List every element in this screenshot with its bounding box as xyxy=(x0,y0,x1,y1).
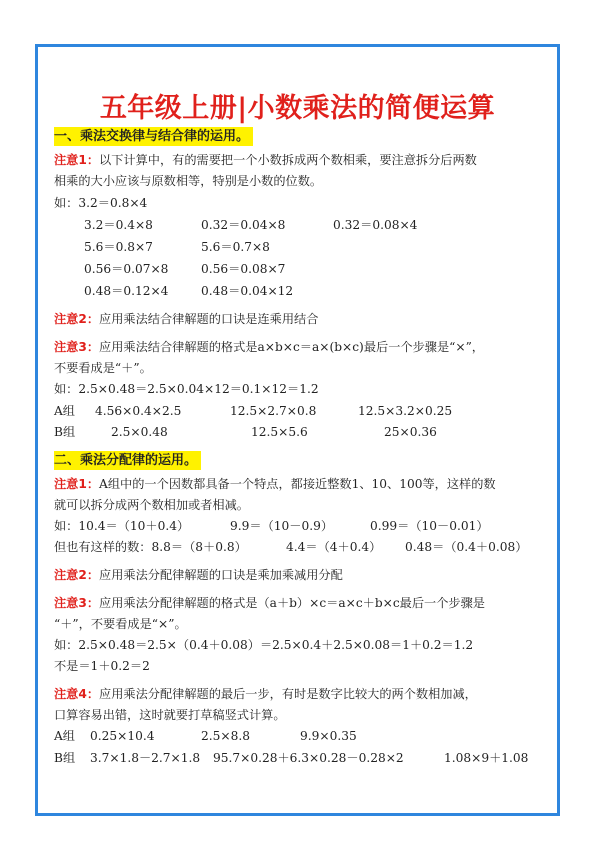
s2-ex2-2: 0.48＝（0.4＋0.08） xyxy=(405,540,528,554)
s1-example-4-1: 0.48＝0.04×12 xyxy=(201,284,294,298)
s1-example-4-0: 0.48＝0.12×4 xyxy=(84,284,169,298)
s1-note1-line2: 相乘的大小应该与原数相等，特别是小数的位数。 xyxy=(54,174,323,188)
s1-example-1-0: 3.2＝0.4×8 xyxy=(84,218,153,232)
s2-groupA-1: 0.25×10.4 xyxy=(90,729,155,743)
s2-groupA-2: 2.5×8.8 xyxy=(201,729,250,743)
s1-example-2-1: 5.6＝0.7×8 xyxy=(201,240,270,254)
s1-groupB-3: 25×0.36 xyxy=(384,425,437,439)
s1-note2-text: 应用乘法结合律解题的口诀是连乘用结合 xyxy=(99,312,319,326)
s2-note1-label: 注意1： xyxy=(54,477,100,491)
page-title: 五年级上册|小数乘法的简便运算 xyxy=(99,93,496,124)
s2-note4-text1: 应用乘法分配律解题的最后一步，有时是数字比较大的两个数相加减， xyxy=(99,687,477,701)
s1-note2-label: 注意2： xyxy=(54,312,100,326)
s2-note4-line2: 口算容易出错，这时就要打草稿竖式计算。 xyxy=(54,708,286,722)
s1-example-1-2: 0.32＝0.08×4 xyxy=(333,218,418,232)
s2-note2 xyxy=(54,567,343,583)
s1-example-3-0: 0.56＝0.07×8 xyxy=(84,262,169,276)
s2-note1-line2: 就可以拆分成两个数相加或者相减。 xyxy=(54,498,249,512)
s2-note4-line1 xyxy=(54,686,477,702)
s1-note1-line1 xyxy=(54,152,477,168)
s2-note1-line1 xyxy=(54,476,496,492)
s1-example-line: 如：2.5×0.48＝2.5×0.04×12＝0.1×12＝1.2 xyxy=(54,382,319,396)
s1-groupA-label: A组 xyxy=(54,404,75,418)
s1-groupB-1: 2.5×0.48 xyxy=(111,425,168,439)
s2-ex2-0: 但也有这样的数：8.8＝（8＋0.8） xyxy=(54,540,247,554)
s2-ex2-1: 4.4＝（4＋0.4） xyxy=(286,540,382,554)
s2-ex3-line1: 如：2.5×0.48＝2.5×（0.4＋0.08）＝2.5×0.4＋2.5×0.08＝1＋0.2＝1.2 xyxy=(54,638,474,652)
s2-note3-line1 xyxy=(54,595,485,611)
s1-note3-label: 注意3： xyxy=(54,340,100,354)
s2-groupA-3: 9.9×0.35 xyxy=(300,729,357,743)
s2-note4-label: 注意4： xyxy=(54,687,100,701)
s2-note3-text1: 应用乘法分配律解题的格式是（a＋b）×c＝a×c＋b×c最后一个步骤是 xyxy=(99,596,485,610)
s1-example-3-1: 0.56＝0.08×7 xyxy=(201,262,286,276)
section2-heading: 二、乘法分配律的运用。 xyxy=(54,451,201,470)
s2-note3-line2: “＋”，不要看成是“×”。 xyxy=(54,617,187,631)
s2-note1-text1: A组中的一个因数都具备一个特点，都接近整数1、10、100等，这样的数 xyxy=(99,477,496,491)
s1-example-2-0: 5.6＝0.8×7 xyxy=(84,240,153,254)
s1-note3-line1 xyxy=(54,339,484,355)
section1-heading: 一、乘法交换律与结合律的运用。 xyxy=(54,127,253,146)
s2-note2-label: 注意2： xyxy=(54,568,100,582)
s2-note3-label: 注意3： xyxy=(54,596,100,610)
s1-example-1-1: 0.32＝0.04×8 xyxy=(201,218,286,232)
s2-groupB-3: 1.08×9＋1.08 xyxy=(444,751,529,765)
s2-ex1-2: 0.99＝（10－0.01） xyxy=(370,519,489,533)
s1-note2 xyxy=(54,311,318,327)
s2-groupB-1: 3.7×1.8－2.7×1.8 xyxy=(90,751,201,765)
s2-ex1-1: 9.9＝（10－0.9） xyxy=(230,519,334,533)
s2-groupB-label: B组 xyxy=(54,751,76,765)
s1-groupA-1: 4.56×0.4×2.5 xyxy=(95,404,182,418)
s1-groupB-2: 12.5×5.6 xyxy=(251,425,308,439)
s1-groupB-label: B组 xyxy=(54,425,76,439)
s1-groupA-2: 12.5×2.7×0.8 xyxy=(230,404,317,418)
s1-note3-line2: 不要看成是“＋”。 xyxy=(54,361,152,375)
s2-note2-text: 应用乘法分配律解题的口诀是乘加乘减用分配 xyxy=(99,568,343,582)
s2-ex3-line2: 不是＝1＋0.2＝2 xyxy=(54,659,150,673)
s1-groupA-3: 12.5×3.2×0.25 xyxy=(358,404,453,418)
s1-note1-label: 注意1： xyxy=(54,153,100,167)
s2-groupB-2: 95.7×0.28＋6.3×0.28－0.28×2 xyxy=(213,751,404,765)
s1-example-0-0: 如：3.2＝0.8×4 xyxy=(54,196,148,210)
s1-note3-text1: 应用乘法结合律解题的格式是a×b×c＝a×(b×c)最后一个步骤是“×”， xyxy=(99,340,484,354)
s2-groupA-label: A组 xyxy=(54,729,75,743)
s1-note1-text1: 以下计算中，有的需要把一个小数拆成两个数相乘，要注意拆分后两数 xyxy=(99,153,477,167)
s2-ex1-0: 如：10.4＝（10＋0.4） xyxy=(54,519,190,533)
